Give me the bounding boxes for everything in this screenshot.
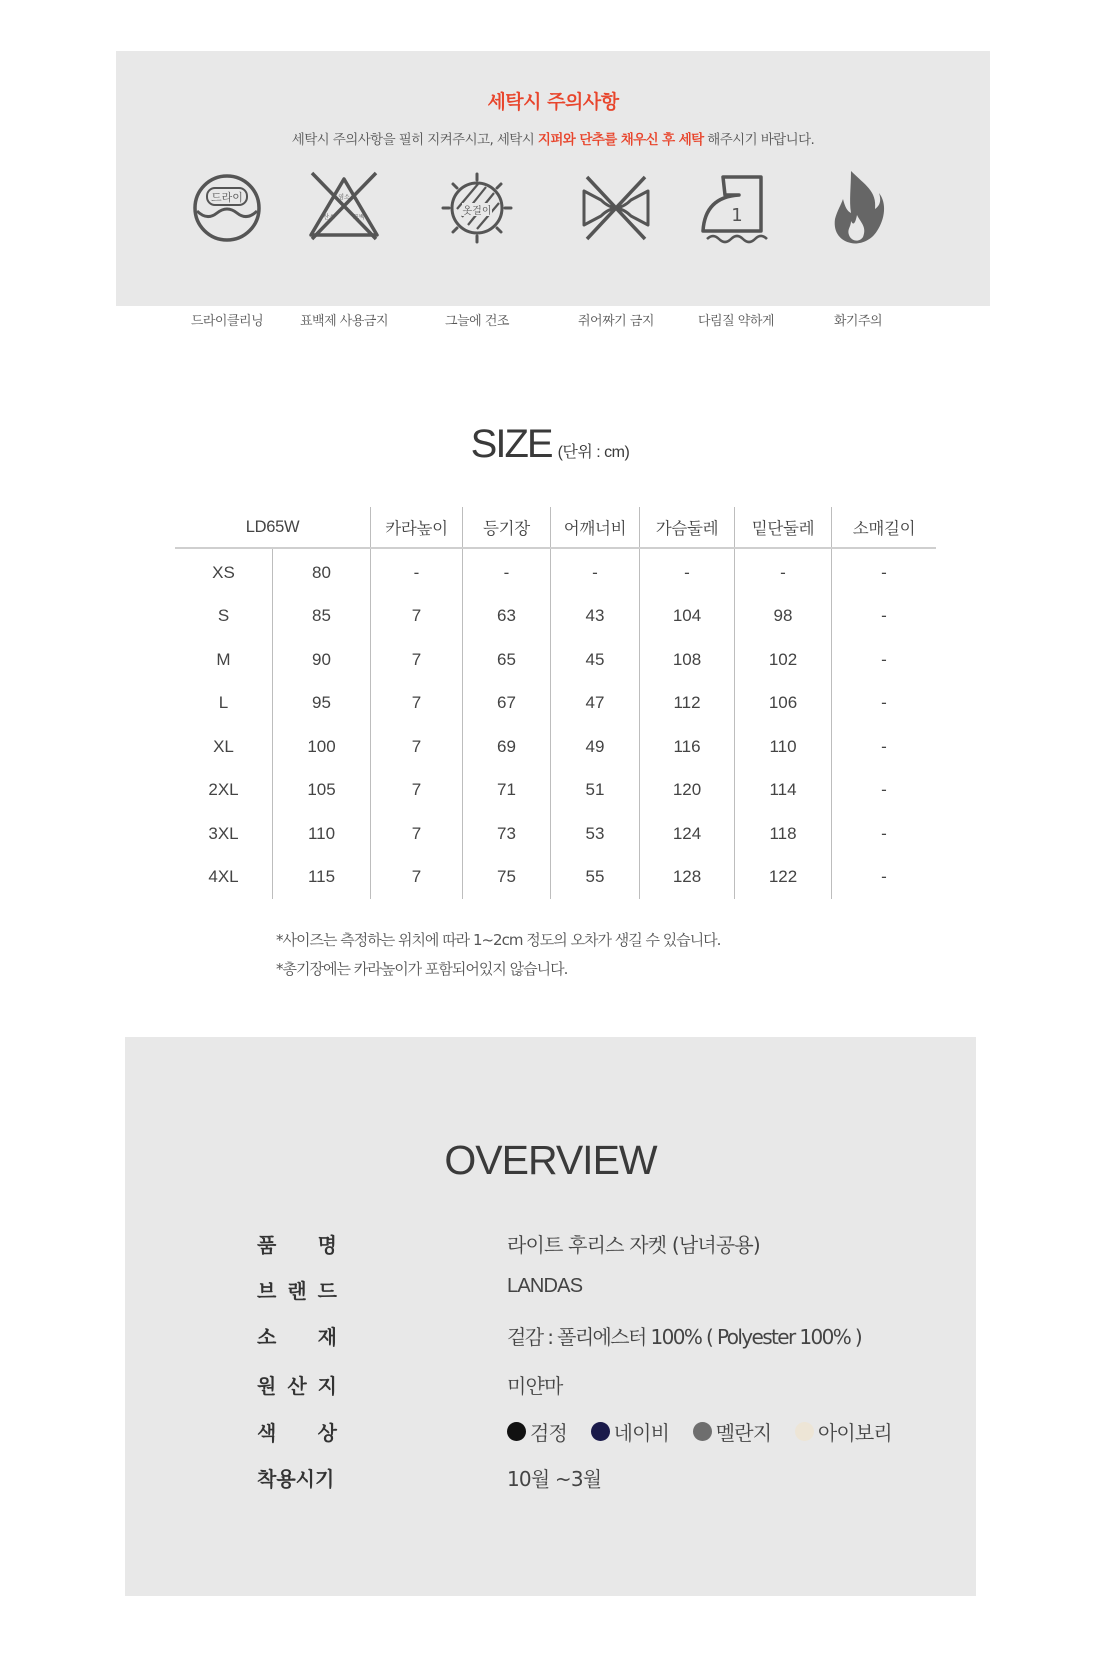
size-value-cell: 110	[273, 812, 371, 856]
overview-label: 원 산 지	[257, 1374, 337, 1398]
size-value-cell: -	[463, 548, 551, 595]
size-value-cell: 7	[371, 856, 463, 900]
size-value-cell: 112	[640, 682, 735, 726]
size-value-cell: 7	[371, 638, 463, 682]
size-value-cell: -	[832, 812, 937, 856]
care-label: 그늘에 건조	[445, 314, 509, 329]
overview-row-material	[257, 1321, 937, 1361]
size-value-cell: 7	[371, 769, 463, 813]
size-value-cell: 75	[463, 856, 551, 900]
size-value-cell: 47	[551, 682, 640, 726]
size-title: SIZE	[470, 422, 552, 466]
care-desc-text: 세탁시 주의사항을 필히 지켜주시고, 세탁시	[291, 132, 538, 148]
header-back-length: 등기장	[463, 507, 551, 548]
size-value-cell: 95	[273, 682, 371, 726]
size-value-cell: -	[832, 595, 937, 639]
size-value-cell: -	[832, 725, 937, 769]
care-label: 표백제 사용금지	[299, 314, 389, 329]
svg-text:드라이: 드라이	[211, 191, 243, 204]
care-desc-highlight: 지퍼와 단추를 채우신 후 세탁	[537, 132, 704, 148]
size-table-row	[175, 638, 936, 682]
size-table-row	[175, 856, 936, 900]
size-note: *사이즈는 측정하는 위치에 따라 1~2cm 정도의 오차가 생길 수 있습니다.	[276, 931, 721, 949]
overview-label: 브 랜 드	[257, 1279, 337, 1303]
size-value-cell: 49	[551, 725, 640, 769]
size-value-cell: -	[640, 548, 735, 595]
no-wring-icon	[579, 171, 653, 245]
size-value-cell: 69	[463, 725, 551, 769]
size-value-cell: 63	[463, 595, 551, 639]
color-swatch	[507, 1422, 526, 1441]
size-table-header-row	[175, 507, 936, 548]
color-swatch	[795, 1422, 814, 1441]
color-option-melange: 멜란지	[693, 1417, 772, 1446]
size-heading	[0, 422, 1100, 467]
size-value-cell: 67	[463, 682, 551, 726]
size-value-cell: -	[735, 548, 832, 595]
svg-text:산소: 산소	[323, 214, 335, 221]
overview-panel	[125, 1037, 976, 1596]
svg-text:염소: 염소	[338, 194, 350, 201]
size-label-cell: XL	[213, 736, 234, 756]
size-value-cell: 71	[463, 769, 551, 813]
size-table-row	[175, 548, 936, 595]
size-value-cell: 80	[273, 548, 371, 595]
care-label: 쥐어짜기 금지	[578, 314, 654, 329]
svg-text:표백: 표백	[353, 214, 365, 221]
size-value-cell: 106	[735, 682, 832, 726]
size-value-cell: 7	[371, 812, 463, 856]
size-label-cell: 2XL	[208, 780, 239, 800]
size-value-cell: 114	[735, 769, 832, 813]
size-value-cell: 116	[640, 725, 735, 769]
size-value-cell: -	[832, 548, 937, 595]
size-value-cell: 128	[640, 856, 735, 900]
header-chest: 가슴둘레	[640, 507, 735, 548]
overview-row-origin	[257, 1370, 937, 1410]
size-note: *총기장에는 카라높이가 포함되어있지 않습니다.	[276, 960, 568, 978]
size-value-cell: 118	[735, 812, 832, 856]
size-value-cell: 45	[551, 638, 640, 682]
size-value-cell: 100	[273, 725, 371, 769]
size-table-row	[175, 812, 936, 856]
overview-title: OVERVIEW	[444, 1137, 657, 1183]
no-bleach-icon	[307, 171, 381, 245]
size-table-body	[175, 548, 936, 899]
size-label-cell: M	[216, 649, 231, 669]
size-table	[175, 507, 936, 899]
size-value-cell: 7	[371, 682, 463, 726]
size-value-cell: 124	[640, 812, 735, 856]
size-value-cell: 51	[551, 769, 640, 813]
size-label-cell: 4XL	[208, 867, 239, 887]
size-value-cell: 105	[273, 769, 371, 813]
size-value-cell: 65	[463, 638, 551, 682]
size-table-row	[175, 682, 936, 726]
iron-low-icon	[699, 171, 773, 245]
care-label: 다림질 약하게	[698, 314, 774, 329]
care-title: 세탁시 주의사항	[487, 91, 619, 113]
header-shoulder-width: 어깨너비	[551, 507, 640, 548]
svg-text:1: 1	[731, 205, 743, 226]
overview-value: 겉감 : 폴리에스터 100% ( Polyester 100% )	[507, 1325, 862, 1349]
overview-row-season	[257, 1463, 937, 1503]
overview-value: LANDAS	[507, 1275, 583, 1297]
dry-clean-icon	[190, 171, 264, 245]
size-value-cell: 108	[640, 638, 735, 682]
size-value-cell: 120	[640, 769, 735, 813]
overview-label: 착용시기	[257, 1467, 335, 1491]
size-notes	[276, 926, 720, 984]
care-desc-text-end: 해주시기 바랍니다.	[703, 132, 815, 148]
color-option-black: 검정	[507, 1417, 567, 1446]
size-unit: (단위 : cm)	[557, 444, 630, 461]
size-value-cell: 115	[273, 856, 371, 900]
size-value-cell: 43	[551, 595, 640, 639]
header-hem: 밑단둘레	[735, 507, 832, 548]
care-label: 화기주의	[833, 314, 883, 329]
color-swatch	[591, 1422, 610, 1441]
svg-text:옷걸이: 옷걸이	[462, 206, 492, 217]
size-label-cell: 3XL	[208, 823, 239, 843]
size-label-cell: S	[217, 606, 230, 626]
size-table-row	[175, 725, 936, 769]
color-option-navy: 네이비	[591, 1417, 670, 1446]
care-description	[116, 128, 990, 148]
size-table-row	[175, 595, 936, 639]
overview-label: 품 명	[257, 1233, 337, 1257]
overview-color-list	[507, 1417, 910, 1446]
overview-value: 라이트 후리스 자켓 (남녀공용)	[507, 1233, 760, 1257]
flame-icon	[821, 171, 895, 245]
size-value-cell: 85	[273, 595, 371, 639]
size-value-cell: -	[371, 548, 463, 595]
size-value-cell: 90	[273, 638, 371, 682]
color-option-ivory: 아이보리	[795, 1417, 892, 1446]
size-value-cell: 98	[735, 595, 832, 639]
size-table-row	[175, 769, 936, 813]
size-value-cell: 7	[371, 725, 463, 769]
overview-value: 10월 ~3월	[507, 1467, 602, 1491]
size-value-cell: -	[832, 682, 937, 726]
size-value-cell: 122	[735, 856, 832, 900]
overview-value: 미얀마	[507, 1374, 563, 1398]
size-value-cell: 55	[551, 856, 640, 900]
overview-row-color	[257, 1417, 937, 1457]
header-model: LD65W	[175, 507, 371, 548]
size-value-cell: -	[832, 856, 937, 900]
size-value-cell: -	[551, 548, 640, 595]
size-value-cell: 73	[463, 812, 551, 856]
size-value-cell: 53	[551, 812, 640, 856]
overview-label: 색 상	[257, 1421, 337, 1445]
size-label-cell: L	[218, 693, 229, 713]
size-value-cell: -	[832, 769, 937, 813]
size-value-cell: 7	[371, 595, 463, 639]
header-sleeve-length: 소매길이	[832, 507, 937, 548]
size-label-cell: XS	[212, 562, 235, 582]
size-value-cell: -	[832, 638, 937, 682]
dry-in-shade-icon	[440, 171, 514, 245]
size-value-cell: 104	[640, 595, 735, 639]
overview-label: 소 재	[257, 1325, 337, 1349]
overview-row-product-name	[257, 1229, 937, 1269]
size-value-cell: 102	[735, 638, 832, 682]
overview-row-brand	[257, 1275, 937, 1315]
size-value-cell: 110	[735, 725, 832, 769]
header-collar-height: 카라높이	[371, 507, 463, 548]
color-swatch	[693, 1422, 712, 1441]
care-instructions-panel	[116, 51, 990, 329]
care-label: 드라이클리닝	[190, 314, 264, 329]
